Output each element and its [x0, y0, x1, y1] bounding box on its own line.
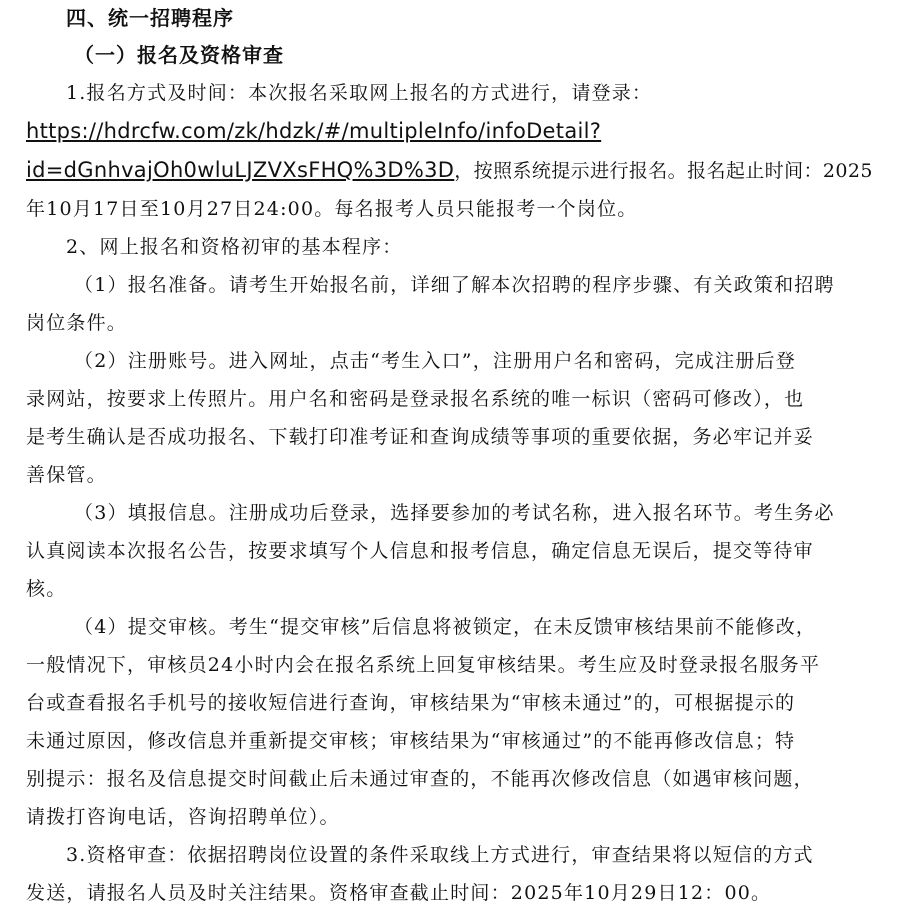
paragraph-title: 2、网上报名和资格初审的基本程序：: [66, 236, 403, 258]
step-4-line: 台或查看报名手机号的接收短信进行查询，审核结果为“审核未通过”的，可根据提示的: [26, 692, 796, 714]
step-1-line: 岗位条件。: [26, 312, 128, 334]
step-4-line: 一般情况下，审核员24小时内会在报名系统上回复审核结果。考生应及时登录报名服务平: [26, 654, 821, 676]
step-4-line: 未通过原因，修改信息并重新提交审核；审核结果为“审核通过”的不能再修改信息；特: [26, 730, 796, 752]
paragraph-line: 3.资格审查：依据招聘岗位设置的条件采取线上方式进行，审查结果将以短信的方式: [66, 844, 814, 866]
step-3-line: 认真阅读本次报名公告，按要求填写个人信息和报考信息，确定信息无误后，提交等待审: [26, 540, 814, 562]
paragraph-text: ，按照系统提示进行报名。报名起止时间：2025: [454, 160, 873, 182]
step-4-line: 别提示：报名及信息提交时间截止后未通过审查的，不能再次修改信息（如遇审核问题，: [26, 768, 814, 790]
step-4-line: 请拨打咨询电话，咨询招聘单位）。: [26, 806, 340, 828]
paragraph-line: 年10月17日至10月27日24:00。每名报考人员只能报考一个岗位。: [26, 198, 638, 220]
step-4-line: （4）提交审核。考生“提交审核”后信息将被锁定，在未反馈审核结果前不能修改，: [74, 616, 817, 638]
subsection-heading: （一）报名及资格审查: [74, 43, 284, 67]
step-2-line: （2）注册账号。进入网址，点击“考生入口”，注册用户名和密码，完成注册后登: [74, 350, 796, 372]
registration-url-link[interactable]: https://hdrcfw.com/zk/hdzk/#/multipleInfo/infoDetail?: [26, 119, 602, 143]
registration-link-line-2: [26, 151, 873, 190]
step-3-line: （3）填报信息。注册成功后登录，选择要参加的考试名称，进入报名环节。考生务必: [74, 502, 835, 524]
registration-link-line-1[interactable]: [26, 112, 873, 151]
step-3-line: 核。: [26, 578, 67, 600]
step-2-line: 善保管。: [26, 464, 107, 486]
section-heading: 四、统一招聘程序: [66, 6, 234, 30]
registration-url-link-cont[interactable]: id=dGnhvajOh0wluLJZVXsFHQ%3D%3D: [26, 158, 455, 182]
paragraph-line: 发送，请报名人员及时关注结果。资格审查截止时间：2025年10月29日12：00。: [26, 882, 772, 904]
paragraph-line: 1.报名方式及时间：本次报名采取网上报名的方式进行，请登录：: [66, 82, 653, 104]
step-1-line: （1）报名准备。请考生开始报名前，详细了解本次招聘的程序步骤、有关政策和招聘: [74, 274, 835, 296]
step-2-line: 是考生确认是否成功报名、下载打印准考证和查询成绩等事项的重要依据，务必牢记并妥: [26, 426, 814, 448]
step-2-line: 录网站，按要求上传照片。用户名和密码是登录报名系统的唯一标识（密码可修改），也: [26, 388, 805, 410]
